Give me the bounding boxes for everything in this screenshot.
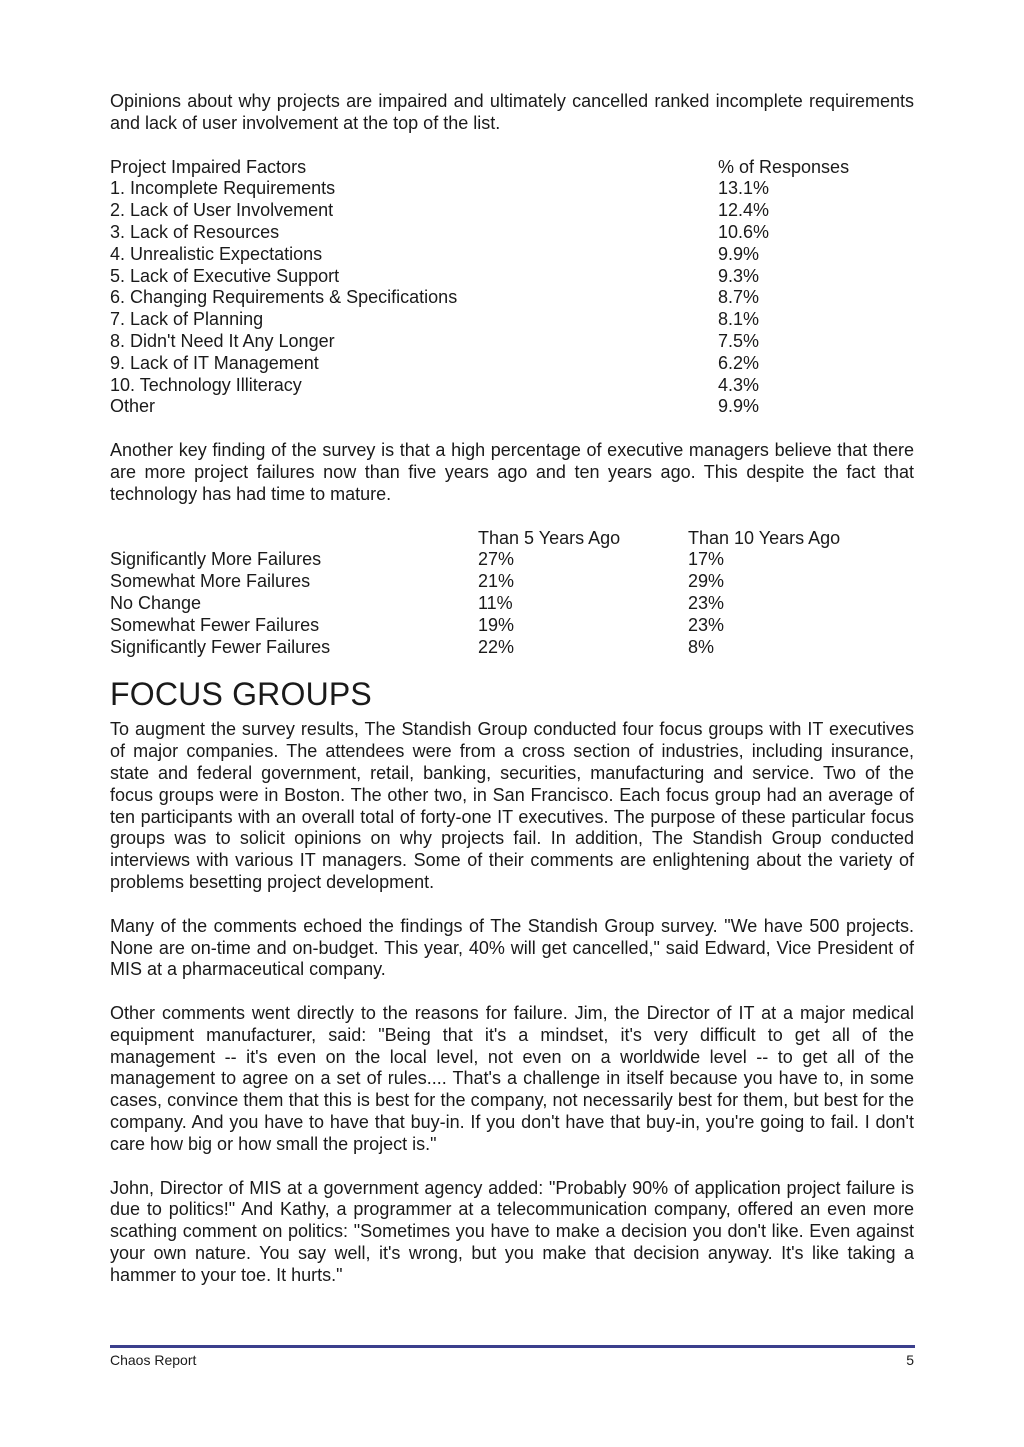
table-row: [110, 200, 914, 222]
category-cell: Significantly More Failures: [110, 549, 322, 570]
footer-divider: [110, 1345, 915, 1348]
failures-table: [110, 528, 914, 659]
table-row: [110, 396, 914, 418]
factor-cell: 6. Changing Requirements & Specifications: [110, 287, 458, 308]
ten-year-cell: 23%: [688, 614, 725, 635]
body-paragraph: Other comments went directly to the reasons for failure. Jim, the Director of IT at a major medical equipment manufacturer, said: "Being that it's a mindset, it's very difficult to get all of the management -- it's even on the local level, not even on a worldwide level -- to get all of the management to agree on a set of rules.... That's a challenge in itself because you have to, in some cases, convince them that this is best for the company, not necessarily best for them, but best for the company. And you have to have that buy-in. If you don't have that buy-in, you're going to fail. I don't care how big or how small the project is.": [110, 1003, 914, 1154]
percent-cell: 9.3%: [718, 265, 760, 286]
table-header-row: [110, 157, 914, 179]
percent-cell: 12.4%: [718, 200, 770, 221]
category-cell: No Change: [110, 592, 202, 613]
percent-cell: 6.2%: [718, 352, 760, 373]
table-row: [110, 178, 914, 200]
percent-cell: 7.5%: [718, 330, 760, 351]
body-paragraph: Many of the comments echoed the findings of The Standish Group survey. "We have 500 projects. None are on-time and on-budget. This year, 40% will get cancelled," said Edward, Vice President of MIS at a pharmaceutical company.: [110, 915, 914, 980]
column-header-responses: % of Responses: [718, 156, 850, 177]
table-row: [110, 331, 914, 353]
five-year-cell: 21%: [478, 571, 515, 592]
table-row: [110, 244, 914, 266]
table-row: [110, 593, 914, 615]
section-title: FOCUS GROUPS: [110, 676, 372, 713]
impaired-factors-table: [110, 157, 914, 419]
factor-cell: 10. Technology Illiteracy: [110, 374, 302, 395]
table-row: [110, 571, 914, 593]
percent-cell: 9.9%: [718, 243, 760, 264]
column-header-factor: Project Impaired Factors: [110, 156, 307, 177]
table-row: [110, 287, 914, 309]
table-row: [110, 615, 914, 637]
factor-cell: 5. Lack of Executive Support: [110, 265, 340, 286]
five-year-cell: 11%: [478, 592, 513, 613]
table-row: [110, 353, 914, 375]
percent-cell: 8.1%: [718, 309, 760, 330]
ten-year-cell: 17%: [688, 549, 725, 570]
column-header-10-years: Than 10 Years Ago: [688, 527, 841, 548]
table-row: [110, 637, 914, 659]
percent-cell: 10.6%: [718, 221, 770, 242]
intro-paragraph: Opinions about why projects are impaired and ultimately cancelled ranked incomplete requirements and lack of user involvement at the top of the list.: [110, 91, 914, 133]
finding-paragraph: Another key finding of the survey is that a high percentage of executive managers believe that there are more project failures now than five years ago and ten years ago. This despite the fact that technology has had time to mature.: [110, 440, 914, 504]
table-row: [110, 309, 914, 331]
table-row: [110, 222, 914, 244]
category-cell: Significantly Fewer Failures: [110, 636, 331, 657]
footer-title: Chaos Report: [110, 1352, 197, 1368]
factor-cell: 9. Lack of IT Management: [110, 352, 319, 373]
percent-cell: 8.7%: [718, 287, 760, 308]
column-header-blank: [110, 528, 478, 550]
category-cell: Somewhat More Failures: [110, 571, 311, 592]
table-header-row: [110, 528, 914, 550]
table-row: [110, 375, 914, 397]
ten-year-cell: 23%: [688, 592, 725, 613]
table-row: [110, 549, 914, 571]
factor-cell: 7. Lack of Planning: [110, 309, 264, 330]
page-content: [110, 91, 914, 1287]
body-paragraph: John, Director of MIS at a government agency added: "Probably 90% of application project failure is due to politics!" And Kathy, a programmer at a telecommunication company, offered an even more scathing comment on politics: "Sometimes you have to make a decision you don't like. Even against your own nature. You say well, it's wrong, but you make that decision anyway. It's like taking a hammer to your toe. It hurts.": [110, 1177, 914, 1285]
page-footer: [110, 1352, 914, 1368]
five-year-cell: 19%: [478, 614, 515, 635]
category-cell: Somewhat Fewer Failures: [110, 614, 320, 635]
factor-cell: 4. Unrealistic Expectations: [110, 243, 323, 264]
factor-cell: 2. Lack of User Involvement: [110, 200, 334, 221]
percent-cell: 9.9%: [718, 396, 760, 417]
body-paragraph: To augment the survey results, The Standish Group conducted four focus groups with IT executives of major companies. The attendees were from a cross section of industries, including insurance, state and federal government, retail, banking, securities, manufacturing and service. Two of the focus groups were in Boston. The other two, in San Francisco. Each focus group had an average of ten participants with an overall total of forty-one IT executives. The purpose of these particular focus groups was to solicit opinions on why projects fail. In addition, The Standish Group conducted interviews with various IT managers. Some of their comments are enlightening about the variety of problems besetting project development.: [110, 719, 914, 892]
ten-year-cell: 8%: [688, 636, 715, 657]
factor-cell: 1. Incomplete Requirements: [110, 178, 336, 199]
factor-cell: 3. Lack of Resources: [110, 221, 280, 242]
five-year-cell: 22%: [478, 636, 515, 657]
percent-cell: 13.1%: [718, 178, 770, 199]
factor-cell: Other: [110, 396, 156, 417]
column-header-5-years: Than 5 Years Ago: [478, 527, 621, 548]
percent-cell: 4.3%: [718, 374, 760, 395]
table-row: [110, 266, 914, 288]
five-year-cell: 27%: [478, 549, 515, 570]
page-number: 5: [906, 1352, 914, 1368]
ten-year-cell: 29%: [688, 571, 725, 592]
factor-cell: 8. Didn't Need It Any Longer: [110, 330, 335, 351]
